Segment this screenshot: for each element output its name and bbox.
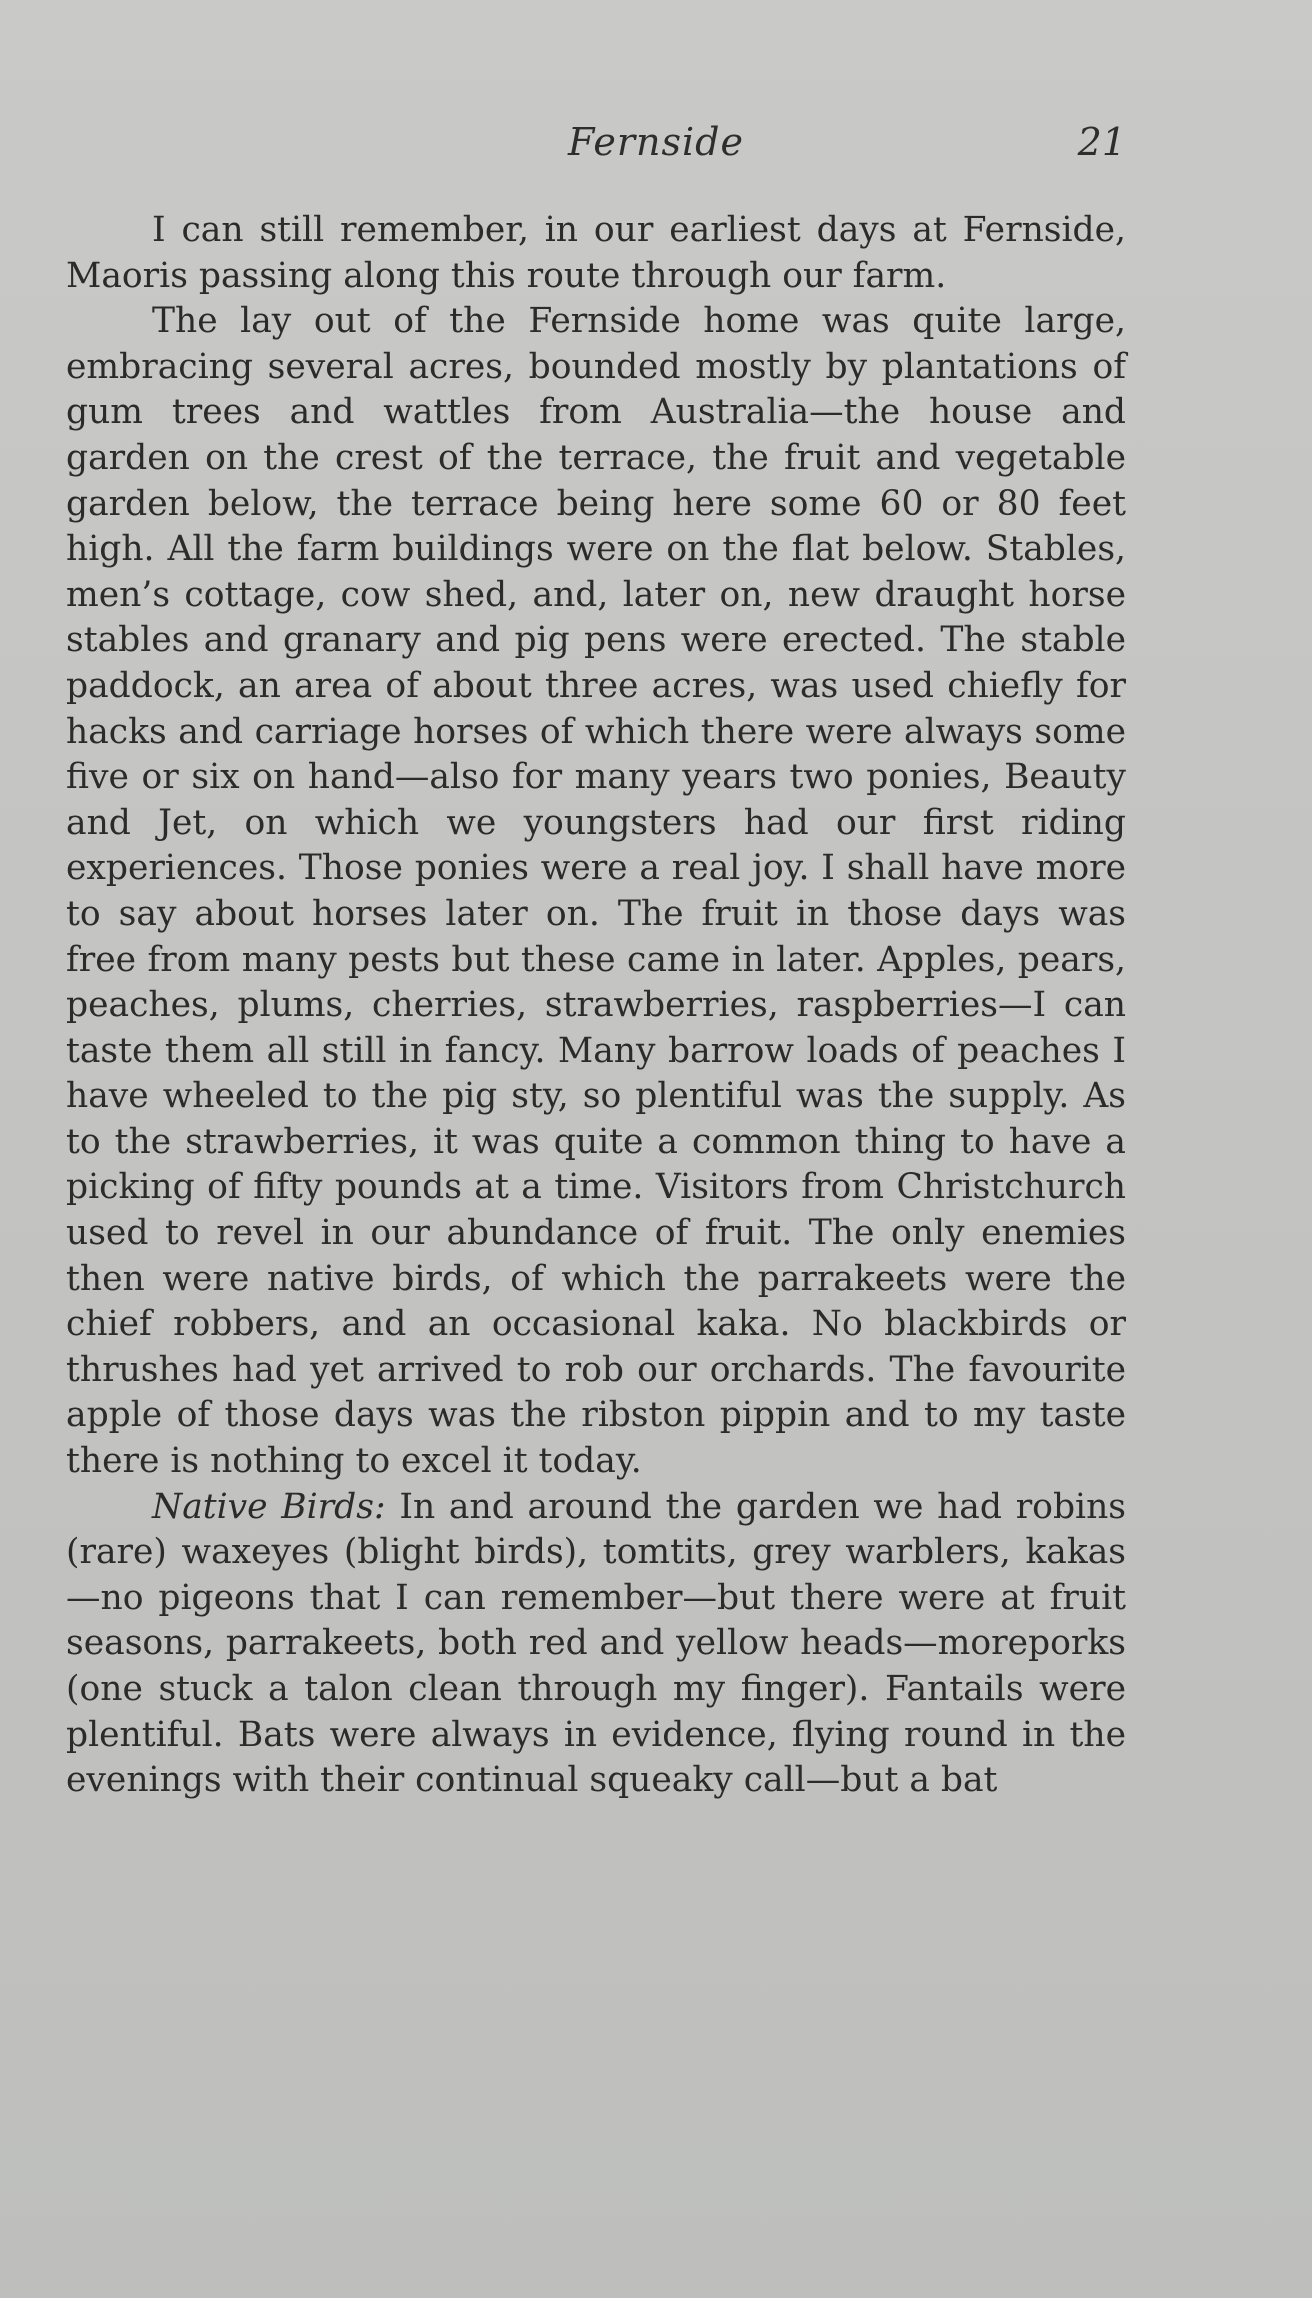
paragraph-native-birds (66, 1485, 1126, 1804)
paragraph-native-birds-text: In and around the garden we had robins (rare) waxeyes (blight birds), tomtits, grey warblers, kakas—no pigeons that I can remember—but there were at fruit seasons, parrakeets, both red and yellow heads—moreporks (one stuck a talon clean through my finger). Fantails were plentiful. Bats were always in evidence, flying round in the evenings with their continual squeaky call—but a bat (66, 1486, 1126, 1801)
section-label-native-birds: Native Birds: (152, 1486, 386, 1527)
running-title: Fernside (568, 120, 744, 164)
page-body (66, 208, 1126, 1804)
page-number: 21 (1077, 120, 1126, 164)
page-header (0, 112, 1312, 172)
paragraph-maoris: I can still remember, in our earliest days at Fernside, Maoris passing along this route through our farm. (66, 210, 1126, 296)
paragraph-fernside-home: The lay out of the Fernside home was quite large, embracing several acres, bounded mostly by plantations of gum trees and wattles from Australia—the house and garden on the crest of the terrace, the fruit and vegetable garden below, the terrace being here some 60 or 80 feet high. All the farm buildings were on the flat below. Stables, men’s cottage, cow shed, and, later on, new draught horse stables and granary and pig pens were erected. The stable paddock, an area of about three acres, was used chiefly for hacks and carriage horses of which there were always some five or six on hand—also for many years two ponies, Beauty and Jet, on which we youngsters had our first riding experiences. Those ponies were a real joy. I shall have more to say about horses later on. The fruit in those days was free from many pests but these came in later. Apples, pears, peaches, plums, cherries, strawberries, raspberries—I can taste them all still in fancy. Many barrow loads of peaches I have wheeled to the pig sty, so plentiful was the supply. As to the strawberries, it was quite a common thing to have a picking of fifty pounds at a time. Visitors from Christchurch used to revel in our abundance of fruit. The only enemies then were native birds, of which the parrakeets were the chief robbers, and an occasional kaka. No blackbirds or thrushes had yet arrived to rob our orchards. The favourite apple of those days was the ribston pippin and to my taste there is nothing to excel it today. (66, 301, 1126, 1482)
